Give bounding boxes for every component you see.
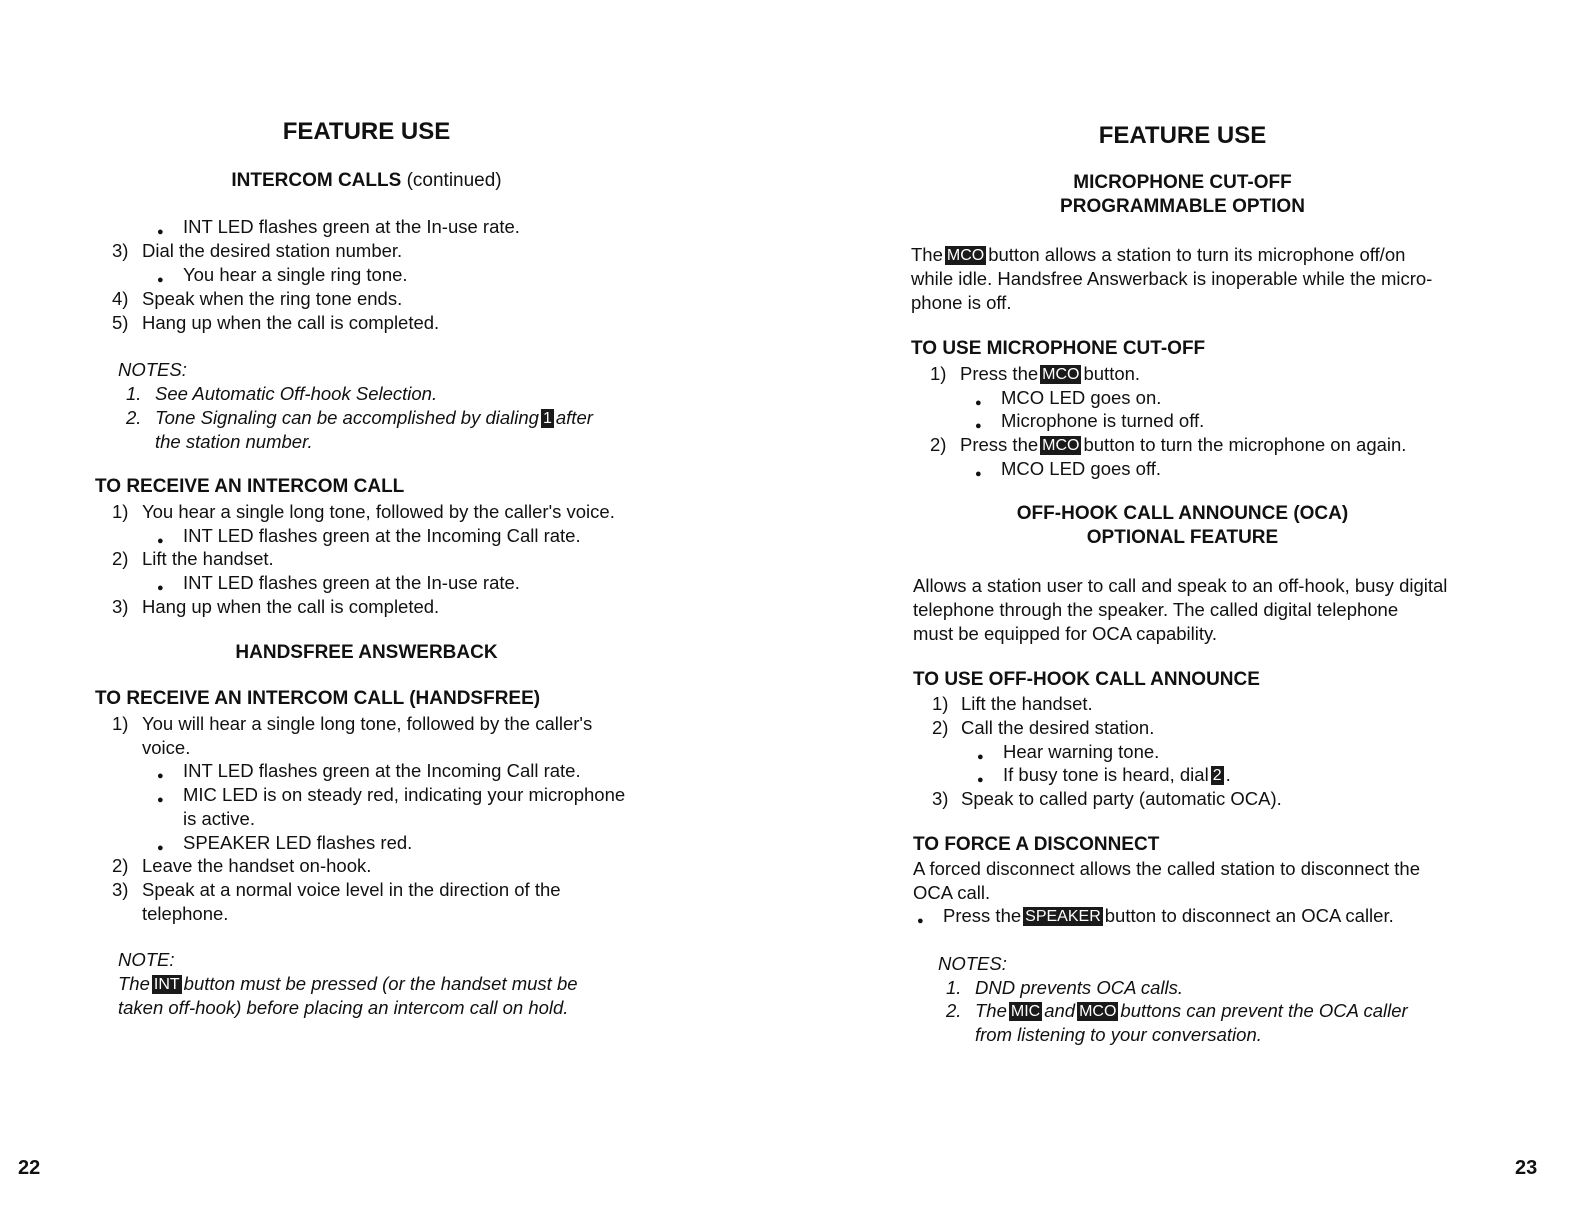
step-text: Hang up when the call is completed. xyxy=(142,312,440,333)
oca-heading-line1: OFF-HOOK CALL ANNOUNCE (OCA) xyxy=(1016,503,1349,524)
force-paragraph-line1: A forced disconnect allows the called station to disconnect the xyxy=(913,858,1420,879)
step-bullet: ● INT LED flashes green at the Incoming Call rate. xyxy=(183,759,581,783)
mco-key-icon: MCO xyxy=(1042,366,1080,383)
note-label: NOTE: xyxy=(118,949,175,970)
step-number: 4) xyxy=(112,288,129,309)
page-number: 22 xyxy=(18,1157,41,1179)
step-text: You will hear a single long tone, followed by the caller's xyxy=(142,713,593,734)
step-bullet: ● You hear a single ring tone. xyxy=(183,263,408,287)
step-text: Lift the handset. xyxy=(142,548,274,569)
step-text: Press the MCO button. xyxy=(960,363,1141,384)
note-text: The INT button must be pressed (or the handset must be xyxy=(118,973,578,994)
step-number: 3) xyxy=(112,596,129,617)
step-number: 2) xyxy=(112,855,129,876)
step-text: Call the desired station. xyxy=(961,717,1155,738)
page-title: FEATURE USE xyxy=(282,118,451,145)
section-subtitle xyxy=(0,170,733,192)
step-text: You hear a single long tone, followed by the caller's voice. xyxy=(142,501,615,522)
oca-paragraph-line2: telephone through the speaker. The called digital telephone xyxy=(913,599,1399,620)
mco-key-icon: MCO xyxy=(946,247,985,264)
key-2-icon: 2 xyxy=(1212,767,1222,784)
mco-key-icon: MCO xyxy=(1042,437,1080,454)
handsfree-receive-heading: TO RECEIVE AN INTERCOM CALL (HANDSFREE) xyxy=(95,688,541,709)
page-number: 23 xyxy=(1515,1157,1538,1179)
step-bullet: ● Microphone is turned off. xyxy=(1001,409,1204,433)
step-number: 1) xyxy=(930,363,947,384)
force-paragraph-line2: OCA call. xyxy=(913,882,991,903)
note-text: Tone Signaling can be accomplished by dialing 1 after xyxy=(155,407,593,428)
note-text: DND prevents OCA calls. xyxy=(975,977,1184,998)
step-number: 2) xyxy=(112,548,129,569)
step-text: Speak to called party (automatic OCA). xyxy=(961,788,1282,809)
mco-paragraph-line3: phone is off. xyxy=(911,292,1012,313)
mco-paragraph-line2: while idle. Handsfree Answerback is inoperable while the micro- xyxy=(911,268,1433,289)
step-number: 1) xyxy=(112,501,129,522)
step-bullet: ● MCO LED goes off. xyxy=(1001,457,1161,481)
mic-key-icon: MIC xyxy=(1010,1003,1041,1020)
mco-paragraph: The MCO button allows a station to turn its microphone off/on xyxy=(911,244,1406,265)
handsfree-heading: HANDSFREE ANSWERBACK xyxy=(235,642,498,663)
note-number: 1. xyxy=(126,383,142,404)
step-text: Dial the desired station number. xyxy=(142,240,403,261)
int-key-icon: INT xyxy=(153,976,180,993)
notes-label: NOTES: xyxy=(118,359,187,380)
step-text-continued: telephone. xyxy=(142,903,229,924)
page-title: FEATURE USE xyxy=(1098,122,1267,149)
step-text: Speak at a normal voice level in the direction of the xyxy=(142,879,561,900)
step-text-continued: voice. xyxy=(142,737,191,758)
step-number: 5) xyxy=(112,312,129,333)
notes-label: NOTES: xyxy=(938,953,1007,974)
mco-heading-line1: MICROPHONE CUT-OFF xyxy=(1073,172,1292,193)
step-number: 3) xyxy=(112,240,129,261)
receive-heading: TO RECEIVE AN INTERCOM CALL xyxy=(95,476,405,497)
step-bullet: ● INT LED flashes green at the In-use rate. xyxy=(183,571,520,595)
note-text-continued: the station number. xyxy=(155,431,313,452)
force-bullet: ● Press the SPEAKER button to disconnect an OCA caller. xyxy=(943,904,1394,928)
right-page xyxy=(797,0,1594,1227)
note-number: 2. xyxy=(946,1000,962,1021)
step-bullet: ● MIC LED is on steady red, indicating your microphone xyxy=(183,783,625,807)
step-bullet: ● INT LED flashes green at the Incoming Call rate. xyxy=(183,524,581,548)
note-text-continued: from listening to your conversation. xyxy=(975,1024,1262,1045)
oca-paragraph-line1: Allows a station user to call and speak to an off-hook, busy digital xyxy=(913,575,1448,596)
step-number: 1) xyxy=(932,693,949,714)
step-bullet: ● Hear warning tone. xyxy=(1003,740,1159,764)
subtitle-continued: (continued) xyxy=(406,170,502,191)
force-heading: TO FORCE A DISCONNECT xyxy=(913,834,1160,855)
step-bullet: ● SPEAKER LED flashes red. xyxy=(183,831,412,855)
step-number: 1) xyxy=(112,713,129,734)
mco-heading-line2: PROGRAMMABLE OPTION xyxy=(1060,196,1305,217)
step-number: 2) xyxy=(930,434,947,455)
step-text: Lift the handset. xyxy=(961,693,1093,714)
speaker-key-icon: SPEAKER xyxy=(1025,908,1101,925)
note-number: 2. xyxy=(126,407,142,428)
step-text: Hang up when the call is completed. xyxy=(142,596,440,617)
step-text: Press the MCO button to turn the microphone on again. xyxy=(960,434,1407,455)
intro-bullet: ● INT LED flashes green at the In-use rate. xyxy=(183,215,520,239)
step-bullet: ● If busy tone is heard, dial 2 . xyxy=(1003,763,1231,787)
note-text-continued: taken off-hook) before placing an intercom call on hold. xyxy=(118,997,569,1018)
note-number: 1. xyxy=(946,977,962,998)
oca-paragraph-line3: must be equipped for OCA capability. xyxy=(913,623,1218,644)
subtitle-bold: INTERCOM CALLS xyxy=(231,170,402,191)
step-number: 2) xyxy=(932,717,949,738)
step-number: 3) xyxy=(932,788,949,809)
step-bullet: ● MCO LED goes on. xyxy=(1001,386,1161,410)
use-oca-heading: TO USE OFF-HOOK CALL ANNOUNCE xyxy=(913,669,1260,690)
mco-key-icon: MCO xyxy=(1079,1003,1117,1020)
oca-heading-line2: OPTIONAL FEATURE xyxy=(1086,527,1279,548)
note-text: See Automatic Off-hook Selection. xyxy=(155,383,438,404)
step-bullet-continued: is active. xyxy=(183,808,255,829)
step-number: 3) xyxy=(112,879,129,900)
use-mco-heading: TO USE MICROPHONE CUT-OFF xyxy=(911,338,1206,359)
step-text: Speak when the ring tone ends. xyxy=(142,288,403,309)
step-text: Leave the handset on-hook. xyxy=(142,855,372,876)
note-text: The MIC and MCO buttons can prevent the OCA caller xyxy=(975,1000,1408,1021)
key-1-icon: 1 xyxy=(542,410,552,427)
